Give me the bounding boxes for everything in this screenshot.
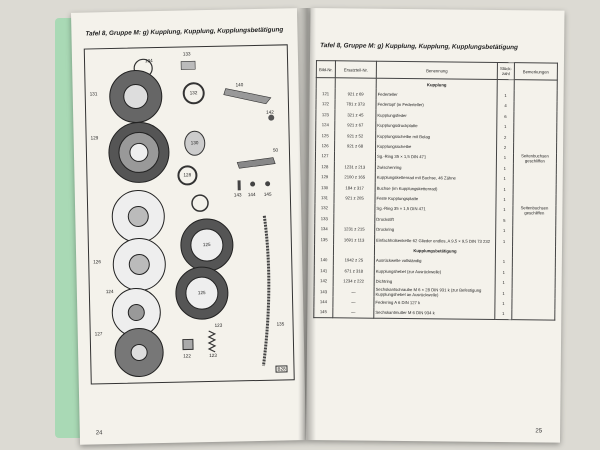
cell-bemerkungen [514, 132, 557, 143]
cell-ersatzteil-nr: 921 z 69 [335, 89, 376, 100]
part-143-screw [238, 180, 241, 190]
cell-bild-nr: 121 [316, 88, 335, 99]
cell-bemerkungen [514, 101, 557, 112]
label-129: 129 [90, 135, 99, 141]
part-142-seal [268, 115, 274, 121]
cell-bild-nr: 135 [315, 234, 334, 245]
label-134: 134 [144, 58, 153, 64]
right-page-number: 25 [535, 428, 543, 435]
cell-bild-nr [316, 78, 335, 89]
clutch-parts-drawing [85, 45, 294, 383]
col-benennung: Benennung [376, 61, 497, 79]
label-50: 50 [272, 147, 279, 153]
part-135-chain [260, 216, 270, 366]
left-page [71, 8, 306, 445]
cell-ersatzteil-nr [334, 213, 375, 224]
cell-bild-nr: 140 [314, 255, 333, 266]
cell-stueckzahl: 1 [496, 205, 513, 216]
cell-stueckzahl [497, 79, 514, 90]
label-123: 123 [214, 322, 223, 328]
cell-ersatzteil-nr [334, 151, 375, 162]
cell-bild-nr: 127 [315, 151, 334, 162]
cell-benennung: Kupplungsfeder [376, 110, 497, 122]
cell-benennung: Druckstift [375, 214, 496, 226]
cell-bemerkungen [513, 174, 556, 185]
label-133: 133 [182, 51, 191, 57]
cell-stueckzahl: 1 [496, 163, 513, 174]
cell-ersatzteil-nr: 1231 z 213 [334, 161, 375, 172]
cell-ersatzteil-nr: — [333, 286, 374, 297]
part-127-ring [192, 195, 208, 211]
cell-benennung: Kupplung [376, 78, 497, 90]
cell-bemerkungen: Seitenbuchsen geschliffen [513, 153, 556, 164]
label-143: 143 [233, 192, 242, 198]
label-145: 145 [263, 191, 272, 197]
cell-stueckzahl [495, 246, 512, 257]
cell-bild-nr: 145 [314, 307, 333, 318]
col-ersatzteil-nr: Ersatzteil-Nr. [335, 61, 376, 78]
cell-stueckzahl: 1 [495, 257, 512, 268]
col-bild-nr: Bild-Nr. [316, 61, 335, 78]
cell-stueckzahl: 1 [496, 153, 513, 164]
cell-ersatzteil-nr [333, 245, 374, 256]
cell-bild-nr: 142 [314, 275, 333, 286]
cell-bemerkungen [512, 298, 555, 309]
cell-bemerkungen [513, 226, 556, 237]
cell-benennung: Sechskantmutter M 6 DIN 934 k [374, 307, 495, 319]
part-144-washer [250, 182, 255, 187]
cell-ersatzteil-nr: 321 z 45 [335, 109, 376, 120]
cell-benennung: Federteller [376, 89, 497, 101]
cell-benennung: Kupplungsscheibe [376, 141, 497, 153]
cell-bemerkungen: Seitenbuchsen geschliffen [513, 205, 556, 216]
part-140-shaft [224, 88, 271, 105]
label-126: 126 [93, 259, 101, 265]
parts-table [313, 60, 558, 321]
cell-benennung: Kupplungsdruckplatte [376, 120, 497, 132]
cell-bemerkungen [513, 215, 556, 226]
cell-ersatzteil-nr: 1234 z 222 [333, 276, 374, 287]
cell-bild-nr: 130 [315, 182, 334, 193]
cell-ersatzteil-nr: 1942 z 25 [333, 255, 374, 266]
cell-ersatzteil-nr: 921 z 67 [335, 120, 376, 131]
cell-ersatzteil-nr: 921 z 68 [335, 141, 376, 152]
cell-ersatzteil-nr: 1691 z 113 [334, 234, 375, 245]
cell-bemerkungen [512, 257, 555, 268]
cell-stueckzahl: 1 [495, 309, 512, 320]
part-133-pins [181, 61, 195, 69]
label-128: 128 [183, 172, 192, 178]
cell-stueckzahl: 2 [497, 142, 514, 153]
cell-bild-nr: 143 [314, 286, 333, 297]
left-page-number: 24 [95, 430, 103, 437]
cell-bild-nr: 132 [315, 203, 334, 214]
cell-bemerkungen [512, 278, 555, 289]
cell-bild-nr: 124 [316, 120, 335, 131]
cell-benennung: Kupplungsbetätigung [374, 245, 495, 257]
cell-bild-nr: 122 [316, 99, 335, 110]
label-144: 144 [247, 192, 256, 198]
cell-benennung: Feste Kupplungsplatte [375, 193, 496, 205]
label-140: 140 [235, 82, 244, 88]
corner-code: B28 [275, 365, 287, 372]
cell-bild-nr: 131 [315, 192, 334, 203]
cell-ersatzteil-nr: — [333, 307, 374, 318]
cell-stueckzahl: 2 [497, 132, 514, 143]
label-125: 125 [202, 241, 211, 248]
cell-benennung: Einfachhülsenkette 62 Glieder endlos, A 9,5 × 9,5 DIN 73 232 [375, 235, 496, 247]
cell-ersatzteil-nr: 2100 z 165 [334, 172, 375, 183]
cell-benennung: Sg.-Ring 35 × 1,5 DIN 471 [375, 203, 496, 215]
cell-bild-nr: 125 [316, 130, 335, 141]
label-142: 142 [266, 109, 274, 115]
right-page-title: Tafel 8, Gruppe M: g) Kupplung, Kupplung, Kupplungsbetätigung [320, 42, 519, 52]
left-page-title: Tafel 8, Gruppe M: g) Kupplung, Kupplung, Kupplungsbetätigung [85, 26, 284, 38]
cell-stueckzahl: 1 [496, 173, 513, 184]
cell-benennung: Dichtring [374, 276, 495, 288]
cell-bemerkungen [512, 246, 555, 257]
cell-bemerkungen [514, 143, 557, 154]
cell-bemerkungen [514, 91, 557, 102]
cell-ersatzteil-nr: — [333, 296, 374, 307]
cell-stueckzahl: 1 [496, 184, 513, 195]
cell-benennung: Kupplungsscheibe mit Belag [376, 131, 497, 143]
cell-ersatzteil-nr [334, 203, 375, 214]
cell-bemerkungen [514, 122, 557, 133]
cell-benennung: Buchse (im Kupplungskettenrad) [375, 183, 496, 195]
label-130: 130 [190, 140, 199, 146]
part-145-nut [265, 181, 270, 186]
cell-ersatzteil-nr: 671 z 318 [333, 265, 374, 276]
cell-benennung: Ausrückwelle vollständig [374, 255, 495, 267]
label-123b: 123 [209, 352, 217, 359]
cell-stueckzahl: 1 [495, 288, 512, 299]
book-gutter [298, 8, 316, 440]
cell-benennung: Sg.-Ring 35 × 1,5 DIN 471 [375, 151, 496, 163]
cell-bemerkungen [514, 111, 557, 122]
cell-bemerkungen [513, 194, 556, 205]
cell-stueckzahl: 1 [495, 298, 512, 309]
cell-stueckzahl: 5 [496, 215, 513, 226]
part-123-spring [209, 331, 215, 352]
cell-benennung: Druckring [375, 224, 496, 236]
cell-ersatzteil-nr: 921 z 52 [335, 130, 376, 141]
cell-bild-nr: 144 [314, 296, 333, 307]
cell-ersatzteil-nr: 184 z 317 [334, 182, 375, 193]
cell-benennung: Federring A 6 DIN 127 k [374, 297, 495, 309]
right-page [306, 8, 565, 443]
table-row [314, 307, 555, 320]
cell-bild-nr: 141 [314, 265, 333, 276]
cell-benennung: Kupplungskettenrad mit Buchse, 46 Zähne [375, 172, 496, 184]
cell-benennung: Kupplungshebel (zur Ausrückwelle) [374, 266, 495, 278]
cell-bemerkungen [514, 80, 557, 91]
cell-bild-nr: 123 [316, 109, 335, 120]
cell-ersatzteil-nr: 781 z 373 [335, 99, 376, 110]
cell-bild-nr [314, 244, 333, 255]
cell-stueckzahl: 1 [495, 277, 512, 288]
col-stueckzahl: Stück-zahl [497, 62, 514, 79]
col-bemerkungen: Bemerkungen [514, 63, 557, 80]
cell-stueckzahl: 4 [497, 101, 514, 112]
cell-stueckzahl: 1 [497, 122, 514, 133]
cell-ersatzteil-nr: 921 z 205 [334, 193, 375, 204]
part-141-lever [237, 158, 275, 169]
cell-ersatzteil-nr [335, 78, 376, 89]
cell-bemerkungen [513, 163, 556, 174]
cell-bemerkungen [512, 267, 555, 278]
cell-stueckzahl: 6 [497, 111, 514, 122]
part-122-cup [183, 339, 193, 349]
cell-bemerkungen [513, 184, 556, 195]
cell-stueckzahl: 1 [496, 236, 513, 247]
cell-bemerkungen [512, 309, 555, 320]
label-124: 124 [105, 288, 114, 295]
cell-benennung: Federtopf (in Federteller) [376, 99, 497, 111]
exploded-parts-diagram [84, 44, 295, 384]
cell-stueckzahl: 1 [496, 225, 513, 236]
label-127: 127 [94, 331, 103, 337]
label-131: 131 [89, 91, 98, 97]
cell-stueckzahl: 1 [497, 90, 514, 101]
cell-bild-nr: 128 [315, 161, 334, 172]
cell-bild-nr: 133 [315, 213, 334, 224]
cell-bemerkungen [512, 288, 555, 299]
label-132: 132 [189, 90, 198, 96]
cell-bild-nr: 134 [315, 224, 334, 235]
cell-bild-nr: 126 [316, 140, 335, 151]
cell-benennung: Zwischenring [375, 162, 496, 174]
cell-ersatzteil-nr: 1231 z 215 [334, 224, 375, 235]
cell-benennung: Sechskantschraube M 6 × 28 DIN 931 k (zur Befestigung Kupplungshebel an Ausrückwelle) [374, 287, 495, 299]
cell-bild-nr: 129 [315, 172, 334, 183]
label-125b: 125 [197, 290, 206, 296]
cell-stueckzahl: 1 [495, 267, 512, 278]
label-122: 122 [183, 353, 191, 359]
label-135: 135 [276, 321, 285, 327]
cell-bemerkungen [513, 236, 556, 247]
cell-stueckzahl: 1 [496, 194, 513, 205]
